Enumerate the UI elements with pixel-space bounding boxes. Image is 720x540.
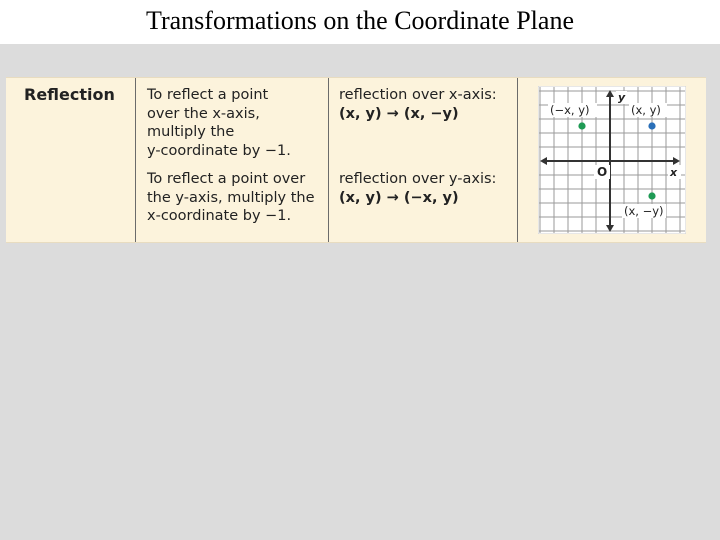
x-axis-rule [339, 86, 497, 123]
description-line: y-coordinate by −1. [147, 142, 291, 159]
point-reflected-y-label: (−x, y) [550, 103, 590, 117]
point-reflected-y [578, 122, 585, 129]
y-axis-description [147, 170, 315, 226]
reflection-heading: Reflection [24, 85, 115, 104]
coordinate-graph [538, 86, 686, 234]
column-divider [135, 78, 136, 242]
point-reflected-x-label: (x, −y) [624, 204, 664, 218]
point-original-label: (x, y) [631, 103, 661, 117]
slide-title: Transformations on the Coordinate Plane [146, 6, 574, 35]
description-line: x-coordinate by −1. [147, 208, 292, 224]
reflection-table [6, 77, 706, 243]
y-axis-label: y [618, 91, 626, 104]
description-line: To reflect a point [147, 87, 269, 103]
point-original [648, 122, 655, 129]
title-bar [0, 0, 720, 44]
origin-label: O [597, 165, 608, 179]
rule-formula: (x, y) → (x, −y) [339, 105, 459, 122]
column-divider [328, 78, 329, 242]
description-line: To reflect a point over [147, 171, 306, 187]
rule-formula: (x, y) → (−x, y) [339, 189, 459, 206]
y-axis-rule [339, 170, 496, 207]
x-axis-label: x [670, 166, 678, 179]
x-axis-description [147, 86, 291, 160]
point-reflected-x [648, 192, 655, 199]
column-divider [517, 78, 518, 242]
description-line: multiply the [147, 124, 235, 140]
rule-label: reflection over x-axis: [339, 87, 497, 103]
description-line: over the x-axis, [147, 105, 260, 122]
description-line: the y-axis, multiply the [147, 189, 315, 206]
rule-label: reflection over y-axis: [339, 171, 497, 187]
